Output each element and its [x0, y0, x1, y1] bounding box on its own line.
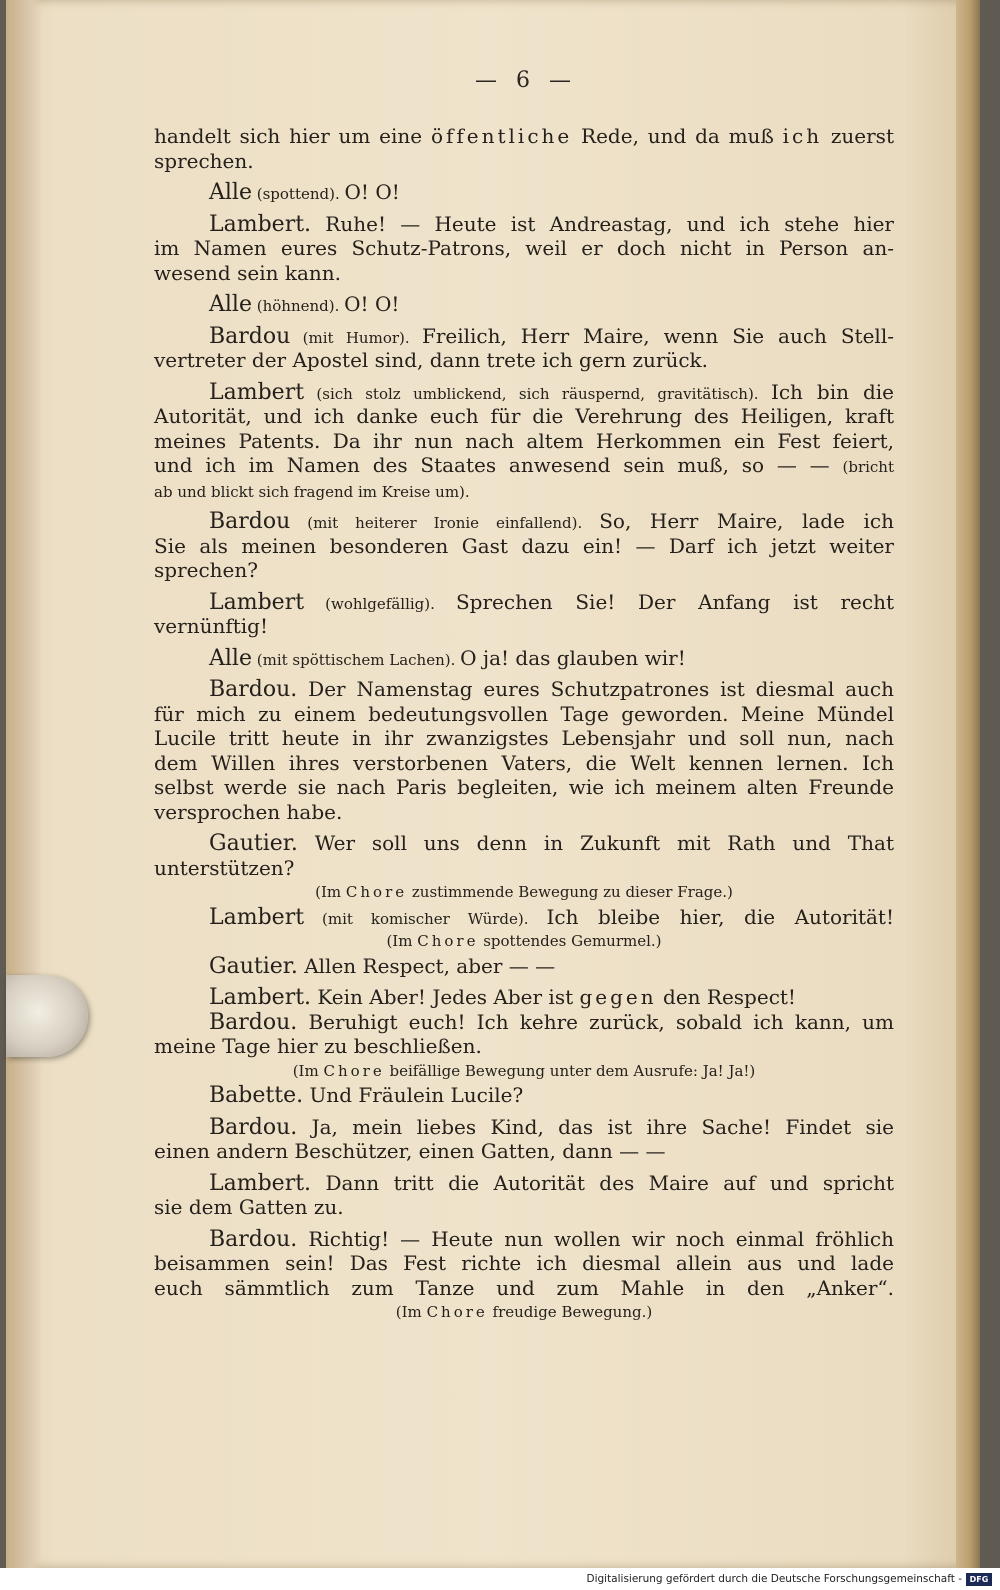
stage-direction-line [154, 880, 894, 905]
text-line [154, 590, 894, 615]
stage-direction: (wohlgefällig). [304, 594, 456, 613]
text-line [154, 124, 894, 149]
text-segment: O ja! das glauben wir! [460, 645, 686, 670]
line-gap [154, 824, 894, 831]
speaker-name: Lambert. [209, 985, 312, 1010]
text-segment: Ja, mein liebes Kind, das ist ihre Sache! Findet sie [297, 1114, 894, 1139]
stage-direction: (mit spöttischem Lachen). [251, 650, 461, 669]
speaker-name: Bardou. [209, 677, 298, 702]
text-line [154, 324, 894, 349]
text-line [154, 380, 894, 405]
text-line [154, 954, 894, 979]
stage-direction-line [154, 1300, 894, 1325]
speaker-name: Bardou. [209, 1226, 298, 1252]
text-line [154, 1139, 894, 1164]
text-segment: Chore [417, 932, 479, 950]
stage-direction: (spottend). [251, 185, 345, 203]
text-line [154, 429, 894, 454]
text-segment: O! O! [344, 180, 400, 204]
text-segment: ich [782, 124, 823, 148]
text-segment: Lucile tritt heute in ihr zwanzigstes Lebensjahr und soll nun, nach [154, 726, 894, 750]
text-line [154, 1251, 894, 1276]
text-line [154, 478, 894, 503]
line-gap [154, 173, 894, 180]
text-line [154, 1195, 894, 1220]
text-block [154, 124, 894, 1325]
text-segment: handelt sich hier um eine [154, 124, 431, 148]
text-segment: (Im [395, 1303, 427, 1321]
speaker-name: Bardou. [209, 1009, 298, 1035]
text-line [154, 614, 894, 639]
text-segment: für mich zu einem bedeutungsvollen Tage geworden. Meine Mündel [154, 701, 894, 726]
line-gap [154, 1108, 894, 1115]
text-segment: einen andern Beschützer, einen Gatten, dann — — [154, 1139, 666, 1163]
text-segment: Allen Respect, aber — — [297, 953, 556, 978]
line-gap [154, 373, 894, 380]
text-segment: Und Fräulein Lucile? [303, 1083, 524, 1107]
speaker-name: Lambert [209, 904, 305, 930]
stage-direction-line [154, 929, 894, 954]
text-line [154, 831, 894, 856]
text-segment: Dann tritt die Autorität des Maire auf und spricht [311, 1170, 894, 1195]
text-segment: (Im [292, 1061, 324, 1080]
text-segment: (Im [315, 883, 346, 901]
text-segment: Rede, und da muß [572, 124, 783, 148]
line-gap [154, 502, 894, 509]
text-line [154, 677, 894, 702]
stage-direction: (mit komischer Würde). [304, 909, 547, 928]
text-segment: den Respect! [656, 985, 796, 1009]
text-line [154, 856, 894, 881]
text-segment: vernünftig! [154, 614, 269, 638]
text-segment: Sie als meinen besonderen Gast dazu ein! — Darf ich jetzt weiter [154, 533, 894, 558]
line-gap [154, 583, 894, 590]
text-line [154, 800, 894, 825]
speaker-name: Lambert. [209, 1170, 312, 1196]
speaker-name: Bardou [209, 509, 291, 534]
speaker-name: Alle [209, 292, 252, 317]
book-spine [956, 0, 980, 1568]
text-line [154, 1171, 894, 1196]
text-segment: Chore [426, 1303, 488, 1321]
text-segment: vertreter der Apostel sind, dann trete ich gern zurück. [154, 348, 709, 372]
page-number: — 6 — [475, 68, 577, 93]
speaker-name: Lambert [209, 589, 305, 615]
text-segment: Wer soll uns denn in Zukunft mit Rath und That [297, 831, 894, 855]
text-segment: Ruhe! — Heute ist Andreastag, und ich stehe hier [311, 211, 894, 236]
text-line [154, 775, 894, 800]
text-segment: freudige Bewegung.) [487, 1303, 653, 1321]
line-gap [154, 317, 894, 324]
text-segment: versprochen habe. [154, 799, 343, 824]
text-segment: Der Namenstag eures Schutzpatrones ist diesmal auch [297, 677, 894, 701]
text-segment: beifällige Bewegung unter dem Ausrufe: Ja! Ja!) [384, 1061, 756, 1080]
text-line [154, 180, 894, 205]
text-line [154, 985, 894, 1010]
line-gap [154, 1164, 894, 1171]
footer-credit: Digitalisierung gefördert durch die Deutsche Forschungsgemeinschaft - [586, 1573, 962, 1585]
page-left-edge [6, 0, 42, 1568]
speaker-name: Bardou [209, 323, 291, 349]
text-line [154, 1115, 894, 1140]
speaker-name: Gautier. [209, 953, 298, 979]
speaker-name: Gautier. [209, 831, 298, 856]
text-segment: unterstützen? [154, 855, 295, 880]
text-segment: Beruhigt euch! Ich kehre zurück, sobald ich kann, um [297, 1009, 894, 1034]
text-line [154, 292, 894, 317]
text-segment: (Im [386, 932, 418, 950]
text-segment: im Namen eures Schutz-Patrons, weil er doch nicht in Person an- [154, 236, 894, 260]
text-line [154, 236, 894, 261]
text-line [154, 1034, 894, 1059]
text-segment: Sprechen Sie! Der Anfang ist recht [455, 589, 894, 614]
text-segment: und ich im Namen des Staates anwesend sein muß, so — — [154, 453, 843, 477]
text-segment: meines Patents. Da ihr nun nach altem Herkommen ein Fest feiert, [154, 428, 894, 453]
text-line [154, 212, 894, 237]
text-segment: öffentliche [430, 124, 573, 148]
text-segment: zustimmende Bewegung zu dieser Frage.) [407, 883, 733, 901]
text-line [154, 261, 894, 286]
text-segment: wesend sein kann. [154, 260, 341, 285]
text-line [154, 348, 894, 373]
line-gap [154, 670, 894, 677]
text-line [154, 1083, 894, 1108]
text-segment: So, Herr Maire, lade ich [599, 509, 894, 533]
text-segment: Kein Aber! Jedes Aber ist [311, 985, 580, 1009]
text-segment: meine Tage hier zu beschließen. [154, 1034, 482, 1058]
text-segment: sprechen? [154, 558, 258, 582]
line-gap [154, 978, 894, 985]
text-line [154, 751, 894, 776]
line-gap [154, 205, 894, 212]
text-line [154, 1010, 894, 1035]
text-segment: sie dem Gatten zu. [154, 1195, 344, 1219]
line-gap [154, 285, 894, 292]
speaker-name: Bardou. [209, 1114, 298, 1140]
text-line [154, 1227, 894, 1252]
text-line [154, 905, 894, 930]
text-line [154, 453, 894, 478]
line-gap [154, 639, 894, 646]
speaker-name: Babette. [209, 1083, 304, 1108]
book-page [6, 0, 980, 1568]
text-segment: spottendes Gemurmel.) [478, 932, 662, 950]
text-segment: Chore [345, 883, 408, 901]
paper-clip-marker [6, 975, 88, 1057]
text-line [154, 149, 894, 174]
text-segment: sprechen. [154, 148, 254, 173]
text-segment: gegen [579, 985, 657, 1009]
text-segment: zuerst [822, 124, 894, 148]
text-segment: beisammen sein! Das Fest richte ich diesmal allein aus und lade [154, 1251, 894, 1275]
text-segment: Richtig! — Heute nun wollen wir noch einmal fröhlich [297, 1226, 894, 1251]
text-segment: Ich bleibe hier, die Autorität! [546, 904, 894, 929]
text-segment: O! O! [344, 292, 400, 316]
stage-direction-line [154, 1059, 894, 1084]
speaker-name: Lambert [209, 379, 305, 405]
text-line [154, 646, 894, 671]
text-line [154, 702, 894, 727]
text-line [154, 509, 894, 534]
stage-direction: (mit heiterer Ironie einfallend). [290, 514, 600, 532]
speaker-name: Alle [209, 180, 252, 205]
stage-direction: (höhnend). [251, 297, 345, 315]
text-segment: selbst werde sie nach Paris begleiten, wie ich meinem alten Freunde [154, 775, 894, 799]
dfg-logo-icon: DFG [966, 1573, 992, 1586]
speaker-name: Lambert. [209, 211, 312, 237]
text-line [154, 1276, 894, 1301]
text-segment: euch sämmtlich zum Tanze und zum Mahle in den „Anker“. [154, 1275, 894, 1300]
text-segment: Ich bin die [770, 379, 894, 404]
text-line [154, 558, 894, 583]
speaker-name: Alle [209, 645, 252, 671]
text-segment: Chore [323, 1061, 385, 1080]
stage-direction: (bricht [842, 458, 894, 476]
text-segment: Autorität, und ich danke euch für die Verehrung des Heiligen, kraft [154, 404, 894, 428]
stage-direction: (mit Humor). [290, 328, 422, 347]
stage-direction: ab und blickt sich fragend im Kreise um). [154, 482, 470, 501]
text-line [154, 534, 894, 559]
text-segment: dem Willen ihres verstorbenen Vaters, die Welt kennen lernen. Ich [154, 750, 894, 775]
text-segment: Freilich, Herr Maire, wenn Sie auch Stell- [421, 323, 894, 348]
text-line [154, 404, 894, 429]
text-line [154, 726, 894, 751]
footer-bar [0, 1568, 1000, 1590]
line-gap [154, 1220, 894, 1227]
stage-direction: (sich stolz umblickend, sich räuspernd, gravitätisch). [304, 384, 771, 403]
